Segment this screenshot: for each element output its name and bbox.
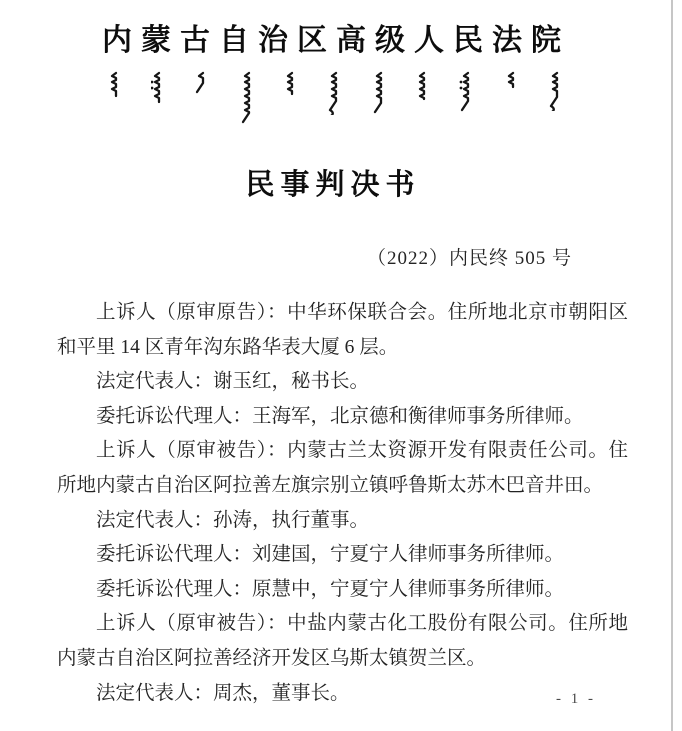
body-paragraph: 上诉人（原审原告）：中华环保联合会。住所地北京市朝阳区和平里 14 区青年沟东路华表大厦 6 层。 xyxy=(57,302,628,358)
mongolian-word-glyph xyxy=(372,71,388,122)
mongolian-word-glyph xyxy=(151,71,166,111)
document-body xyxy=(57,296,628,711)
mongolian-word-glyph xyxy=(416,71,431,108)
body-paragraph: 上诉人（原审被告）：内蒙古兰太资源开发有限责任公司。住所地内蒙古自治区阿拉善左旗宗别立镇呼鲁斯太苏木巴音井田。 xyxy=(57,440,628,496)
mongolian-word-glyph xyxy=(238,71,256,132)
body-paragraph: 委托诉讼代理人：原慧中，宁夏宁人律师事务所律师。 xyxy=(96,578,565,600)
body-paragraph: 委托诉讼代理人：刘建国，宁夏宁人律师事务所律师。 xyxy=(96,544,565,566)
case-number: （2022）内民终 505 号 xyxy=(366,248,572,269)
body-paragraph: 法定代表人：谢玉红，秘书长。 xyxy=(96,371,370,393)
mongolian-word-glyph xyxy=(195,71,210,102)
body-paragraph: 上诉人（原审被告）：中盐内蒙古化工股份有限公司。住所地内蒙古自治区阿拉善经济开发区乌斯太镇贺兰区。 xyxy=(57,613,628,669)
court-name-heading: 内蒙古自治区高级人民法院 xyxy=(102,24,570,57)
document-title: 民事判决书 xyxy=(245,169,421,201)
mongolian-word-glyph xyxy=(548,71,564,116)
body-paragraph: 法定代表人：孙涛，执行董事。 xyxy=(96,509,370,531)
mongolian-word-glyph xyxy=(504,71,520,96)
scan-edge-line xyxy=(671,0,673,731)
mongolian-word-glyph xyxy=(459,71,475,120)
mongolian-word-glyph xyxy=(108,71,123,105)
mongolian-script-line xyxy=(108,71,564,117)
mongolian-word-glyph xyxy=(327,71,343,120)
body-paragraph: 委托诉讼代理人：王海军，北京德和衡律师事务所律师。 xyxy=(96,405,584,427)
body-paragraph: 法定代表人：周杰，董事长。 xyxy=(96,682,350,704)
mongolian-word-glyph xyxy=(284,71,299,103)
page-number: - 1 - xyxy=(556,691,596,707)
